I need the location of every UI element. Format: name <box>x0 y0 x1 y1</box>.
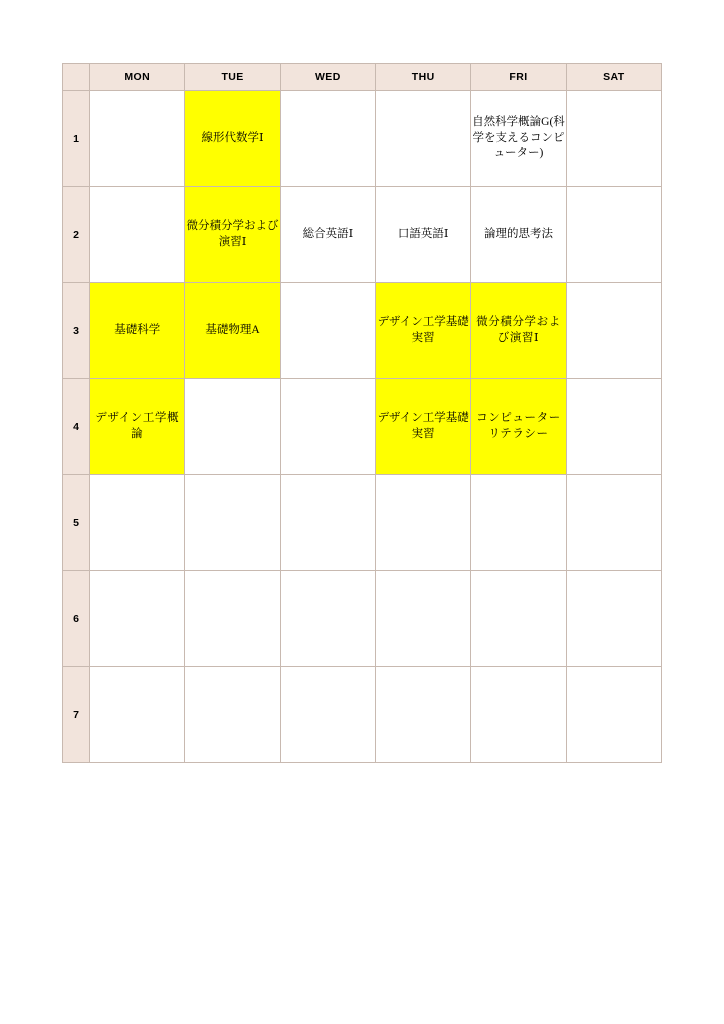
day-header-sat: SAT <box>566 64 661 91</box>
cell-text: 論理的思考法 <box>483 227 553 240</box>
cell-fri-1 <box>471 91 566 187</box>
day-header-wed: WED <box>280 64 375 91</box>
cell-sat-5 <box>566 475 661 571</box>
table-row <box>63 283 662 379</box>
cell-sat-2 <box>566 187 661 283</box>
cell-wed-2 <box>280 187 375 283</box>
cell-fri-4 <box>471 379 566 475</box>
cell-sat-3 <box>566 283 661 379</box>
cell-text: デザイン工学基礎実習 <box>377 411 469 440</box>
period-label-1: 1 <box>63 91 90 187</box>
period-label-4: 4 <box>63 379 90 475</box>
period-label-3: 3 <box>63 283 90 379</box>
cell-fri-3 <box>471 283 566 379</box>
cell-sat-7 <box>566 667 661 763</box>
cell-wed-5 <box>280 475 375 571</box>
cell-text: デザイン工学基礎実習 <box>377 315 469 344</box>
timetable-header-row <box>63 64 662 91</box>
cell-text: 口語英語Ⅰ <box>397 227 449 240</box>
cell-mon-4 <box>90 379 185 475</box>
cell-tue-6 <box>185 571 280 667</box>
cell-text: デザイン工学概論 <box>95 411 180 440</box>
cell-text: 総合英語Ⅰ <box>302 227 354 240</box>
cell-fri-5 <box>471 475 566 571</box>
cell-thu-3 <box>376 283 471 379</box>
cell-thu-5 <box>376 475 471 571</box>
cell-tue-5 <box>185 475 280 571</box>
table-row <box>63 475 662 571</box>
cell-wed-3 <box>280 283 375 379</box>
table-row <box>63 187 662 283</box>
cell-mon-6 <box>90 571 185 667</box>
cell-fri-7 <box>471 667 566 763</box>
cell-mon-2 <box>90 187 185 283</box>
cell-text: コンピューターリテラシー <box>476 411 561 440</box>
timetable <box>62 63 662 763</box>
cell-mon-3 <box>90 283 185 379</box>
cell-mon-7 <box>90 667 185 763</box>
cell-text: 基礎物理A <box>205 323 260 336</box>
corner-cell <box>63 64 90 91</box>
cell-thu-1 <box>376 91 471 187</box>
table-row <box>63 571 662 667</box>
cell-tue-7 <box>185 667 280 763</box>
cell-mon-1 <box>90 91 185 187</box>
cell-mon-5 <box>90 475 185 571</box>
table-row <box>63 91 662 187</box>
day-header-fri: FRI <box>471 64 566 91</box>
cell-wed-4 <box>280 379 375 475</box>
cell-tue-4 <box>185 379 280 475</box>
table-row <box>63 379 662 475</box>
cell-text: 微分積分学および演習Ⅰ <box>186 219 279 248</box>
cell-fri-6 <box>471 571 566 667</box>
period-label-6: 6 <box>63 571 90 667</box>
cell-wed-1 <box>280 91 375 187</box>
table-row <box>63 667 662 763</box>
cell-thu-2 <box>376 187 471 283</box>
cell-text: 微分積分学および演習Ⅰ <box>476 315 561 344</box>
day-header-thu: THU <box>376 64 471 91</box>
cell-thu-6 <box>376 571 471 667</box>
cell-tue-2 <box>185 187 280 283</box>
cell-sat-1 <box>566 91 661 187</box>
cell-fri-2 <box>471 187 566 283</box>
cell-text: 線形代数学Ⅰ <box>201 131 264 144</box>
cell-wed-7 <box>280 667 375 763</box>
cell-thu-4 <box>376 379 471 475</box>
cell-text: 自然科学概論G(科学を支えるコンピューター) <box>472 116 565 160</box>
day-header-mon: MON <box>90 64 185 91</box>
cell-tue-3 <box>185 283 280 379</box>
period-label-5: 5 <box>63 475 90 571</box>
cell-text: 基礎科学 <box>114 323 161 336</box>
cell-wed-6 <box>280 571 375 667</box>
cell-sat-6 <box>566 571 661 667</box>
cell-thu-7 <box>376 667 471 763</box>
day-header-tue: TUE <box>185 64 280 91</box>
period-label-2: 2 <box>63 187 90 283</box>
period-label-7: 7 <box>63 667 90 763</box>
cell-tue-1 <box>185 91 280 187</box>
timetable-body <box>63 91 662 763</box>
cell-sat-4 <box>566 379 661 475</box>
